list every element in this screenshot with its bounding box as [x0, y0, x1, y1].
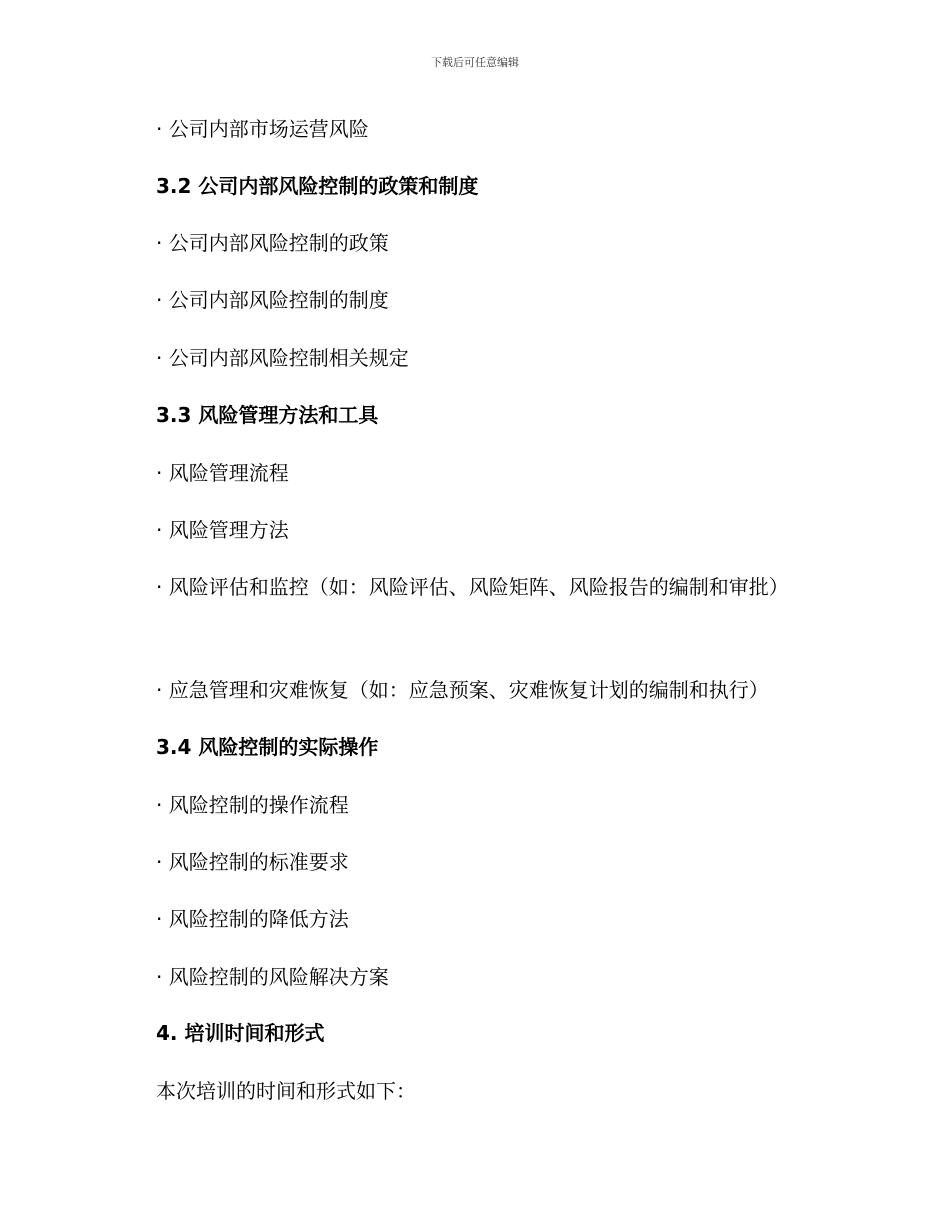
list-item: · 风险管理流程: [156, 461, 289, 485]
list-item: · 公司内部风险控制相关规定: [156, 346, 409, 370]
list-item: · 风险控制的操作流程: [156, 793, 349, 817]
list-item-text: · 风险评估和监控（如：风险评估、风险矩阵、风险报告的编制和审批）: [156, 575, 789, 599]
list-item: · 风险管理方法: [156, 518, 289, 542]
list-item: · 公司内部风险控制的政策: [156, 231, 389, 255]
list-item: · 公司内部风险控制的制度: [156, 288, 389, 312]
list-item: · 风险控制的标准要求: [156, 850, 349, 874]
section-heading-4: 4. 培训时间和形式: [156, 1021, 325, 1045]
section-heading-3-3: 3.3 风险管理方法和工具: [156, 403, 379, 427]
list-item: · 风险控制的风险解决方案: [156, 965, 389, 989]
paragraph: 本次培训的时间和形式如下：: [156, 1079, 416, 1103]
list-item: · 应急管理和灾难恢复（如：应急预案、灾难恢复计划的编制和执行）: [156, 678, 769, 702]
section-heading-3-2: 3.2 公司内部风险控制的政策和制度: [156, 174, 479, 198]
page-header: 下载后可任意编辑: [431, 56, 519, 69]
section-heading-3-4: 3.4 风险控制的实际操作: [156, 735, 379, 759]
list-item: · 公司内部市场运营风险: [156, 117, 369, 141]
list-item-wrapped: [112, 565, 812, 610]
list-item: · 风险控制的降低方法: [156, 907, 349, 931]
